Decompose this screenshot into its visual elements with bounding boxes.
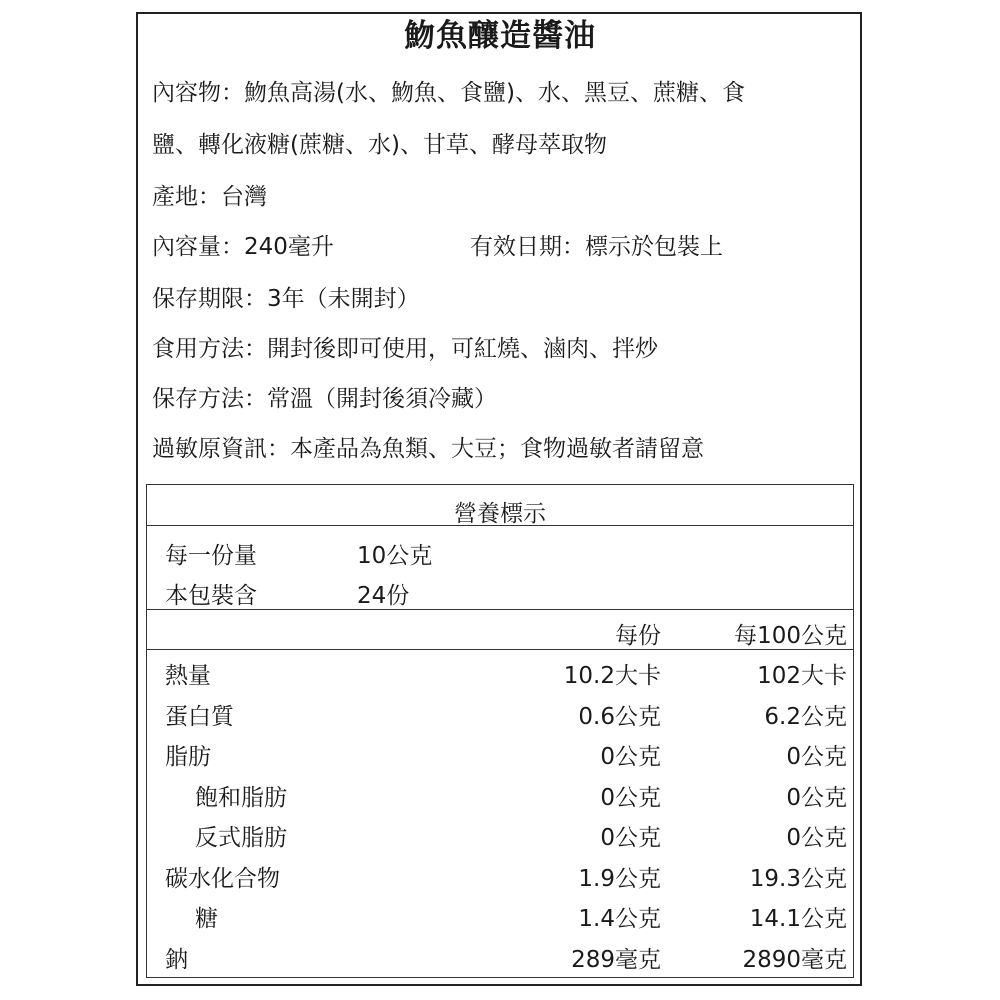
nutrient-name: 糖 bbox=[195, 906, 218, 932]
product-title: 魩魚釀造醬油 bbox=[404, 18, 596, 54]
servings-value: 24份 bbox=[357, 583, 410, 609]
nutrient-name: 蛋白質 bbox=[165, 704, 234, 730]
nutrient-name: 鈉 bbox=[165, 947, 188, 973]
per-100g-value: 102大卡 bbox=[757, 663, 847, 689]
per-serving-value: 10.2大卡 bbox=[563, 663, 661, 689]
per-serving-value: 1.4公克 bbox=[578, 906, 661, 932]
per-100g-value: 14.1公克 bbox=[749, 906, 847, 932]
per-100g-value: 0公克 bbox=[786, 785, 847, 811]
serving-size-value: 10公克 bbox=[357, 543, 433, 569]
per-serving-value: 1.9公克 bbox=[578, 866, 661, 892]
origin: 產地：台灣 bbox=[152, 184, 267, 210]
per-serving-value: 289毫克 bbox=[571, 947, 661, 973]
per-100g-value: 19.3公克 bbox=[749, 866, 847, 892]
usage-instructions: 食用方法：開封後即可使用，可紅燒、滷肉、拌炒 bbox=[152, 336, 658, 362]
divider bbox=[147, 525, 853, 526]
nutrition-title: 營養標示 bbox=[454, 501, 546, 527]
volume: 內容量：240毫升 bbox=[152, 234, 334, 260]
ingredients-line-2: 鹽、轉化液糖(蔗糖、水)、甘草、酵母萃取物 bbox=[152, 132, 607, 158]
storage-instructions: 保存方法：常溫（開封後須冷藏） bbox=[152, 386, 497, 412]
servings-label: 本包裝含 bbox=[165, 583, 257, 609]
nutrient-name: 飽和脂肪 bbox=[195, 785, 287, 811]
allergen-info: 過敏原資訊：本產品為魚類、大豆；食物過敏者請留意 bbox=[152, 436, 704, 462]
per-serving-value: 0公克 bbox=[600, 785, 661, 811]
per-100g-value: 6.2公克 bbox=[764, 704, 847, 730]
per-serving-value: 0公克 bbox=[600, 744, 661, 770]
per-serving-value: 0.6公克 bbox=[578, 704, 661, 730]
expiry-date: 有效日期：標示於包裝上 bbox=[470, 234, 723, 260]
divider bbox=[147, 609, 853, 610]
per-100g-value: 0公克 bbox=[786, 825, 847, 851]
per-100g-value: 0公克 bbox=[786, 744, 847, 770]
per-100g-value: 2890毫克 bbox=[742, 947, 847, 973]
shelf-life: 保存期限：3年（未開封） bbox=[152, 286, 420, 312]
nutrition-facts-table bbox=[146, 484, 854, 978]
serving-size-label: 每一份量 bbox=[165, 543, 257, 569]
nutrient-name: 碳水化合物 bbox=[165, 866, 280, 892]
column-header-per-serving: 每份 bbox=[615, 623, 661, 649]
column-header-per-100g: 每100公克 bbox=[734, 623, 847, 649]
nutrient-name: 熱量 bbox=[165, 663, 211, 689]
divider bbox=[147, 649, 853, 650]
nutrient-name: 反式脂肪 bbox=[195, 825, 287, 851]
per-serving-value: 0公克 bbox=[600, 825, 661, 851]
ingredients-line-1: 內容物：魩魚高湯(水、魩魚、食鹽)、水、黑豆、蔗糖、食 bbox=[152, 80, 745, 106]
nutrient-name: 脂肪 bbox=[165, 744, 211, 770]
